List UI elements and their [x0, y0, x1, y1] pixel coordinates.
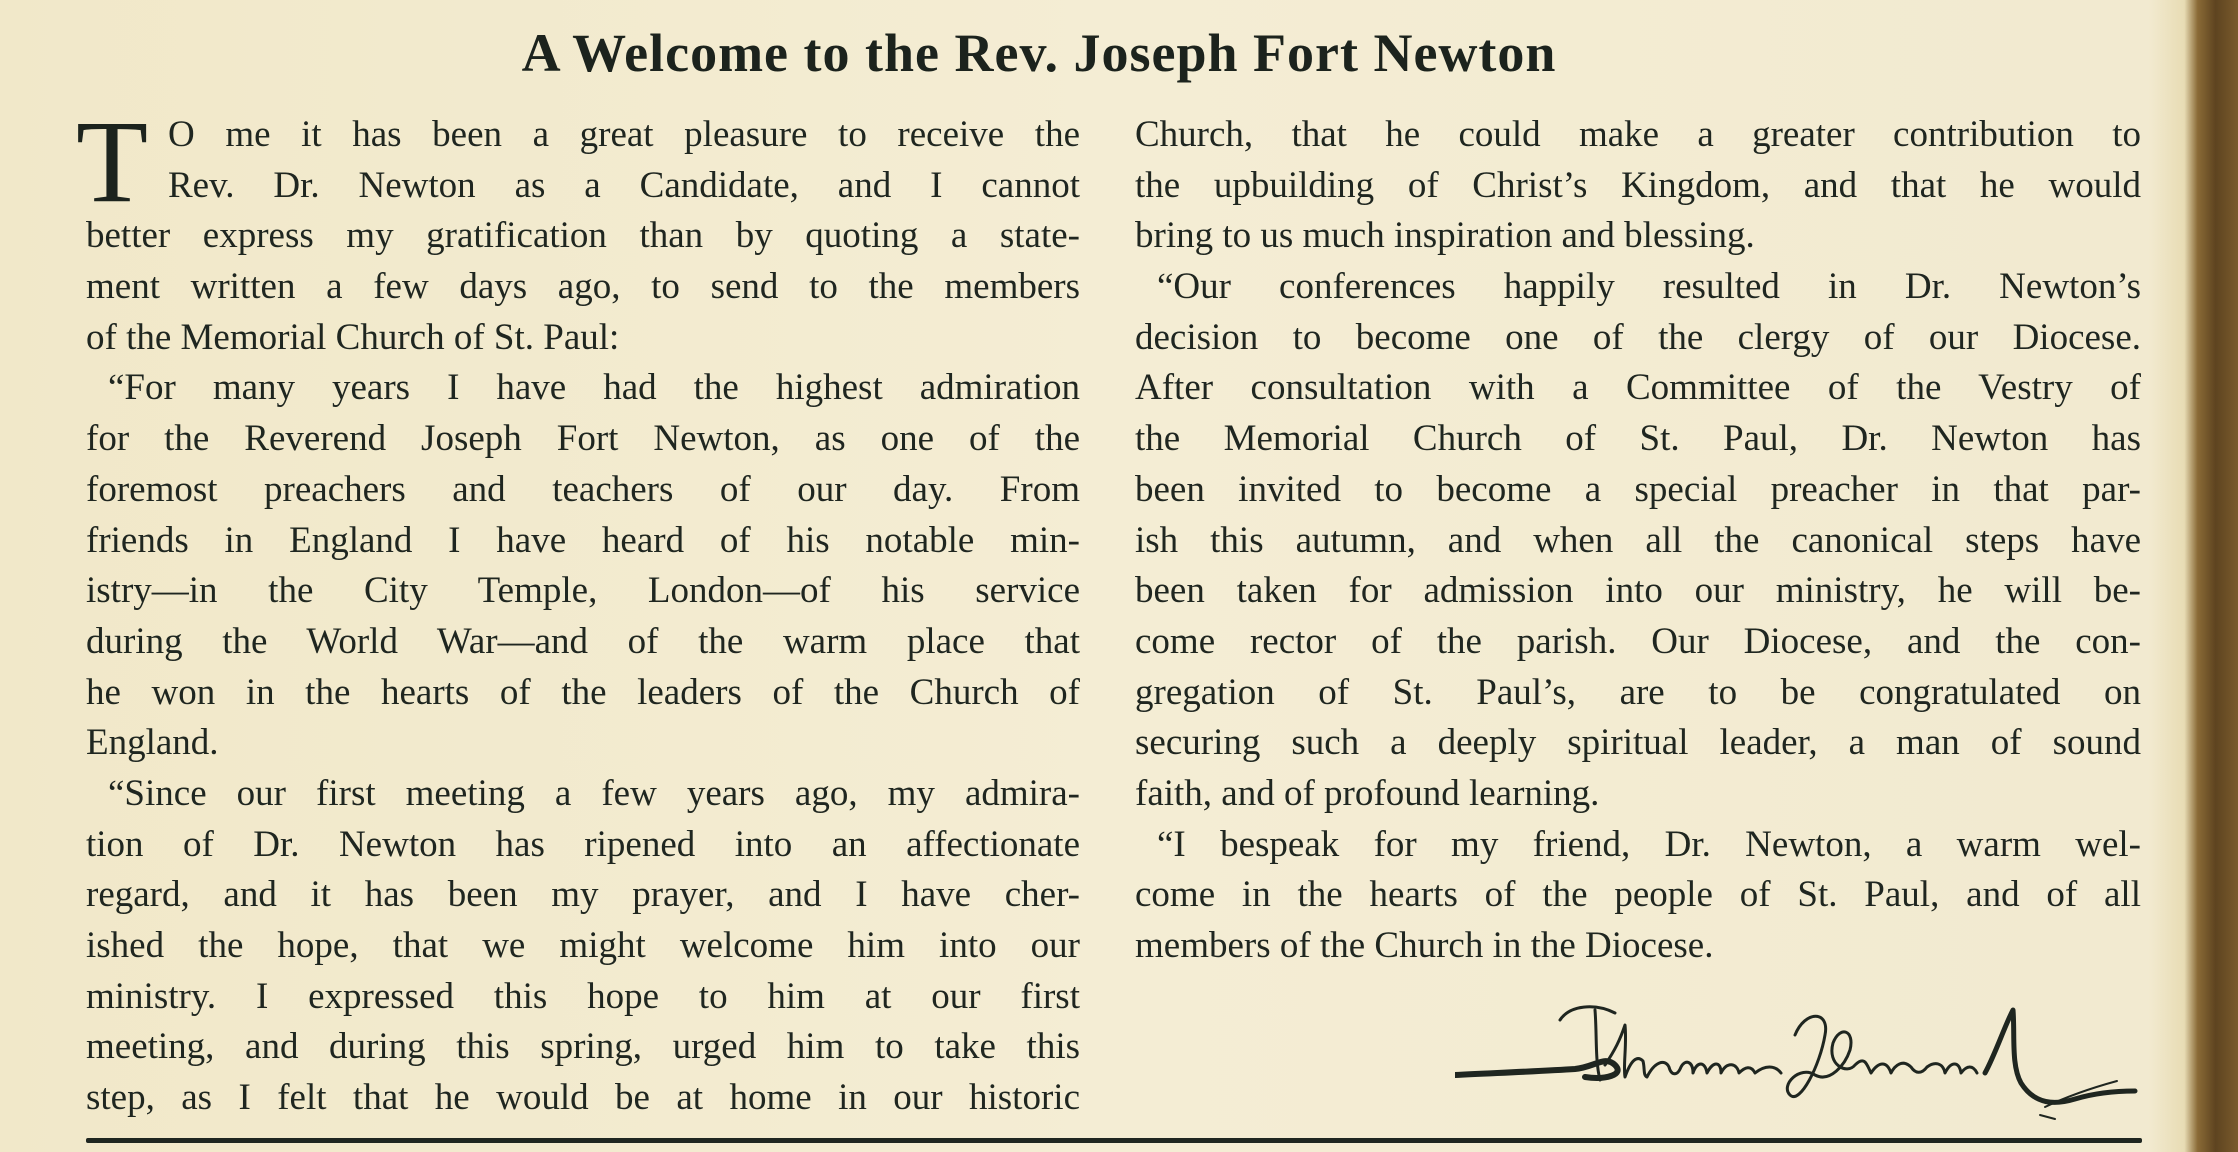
text-line: tion of Dr. Newton has ripened into an affectionate — [86, 823, 1080, 865]
text-line: bring to us much inspiration and blessing. — [1135, 215, 1755, 257]
text-line: “Our conferences happily resulted in Dr. Newton’s — [1157, 266, 2141, 308]
text-line: O me it has been a great pleasure to receive the — [168, 114, 1080, 155]
text-line: better express my gratification than by quoting a state- — [86, 215, 1080, 257]
text-line: of the Memorial Church of St. Paul: — [86, 316, 620, 358]
text-line: “For many years I have had the highest admiration — [108, 367, 1080, 409]
text-line: istry—in the City Temple, London—of his service — [86, 570, 1080, 612]
text-line: he won in the hearts of the leaders of the Church of — [86, 671, 1080, 713]
text-line: ish this autumn, and when all the canonical steps have — [1135, 519, 2141, 561]
text-line: Rev. Dr. Newton as a Candidate, and I cannot — [168, 164, 1080, 206]
text-line: members of the Church in the Diocese. — [1135, 925, 1714, 966]
text-line: England. — [86, 722, 219, 764]
text-line: ministry. I expressed this hope to him at our first — [86, 975, 1080, 1017]
text-line: After consultation with a Committee of the Vestry of — [1135, 367, 2141, 409]
text-line: faith, and of profound learning. — [1135, 772, 1600, 814]
text-line: meeting, and during this spring, urged him to take this — [86, 1026, 1080, 1068]
signature — [1455, 995, 2195, 1135]
text-line: come rector of the parish. Our Diocese, and the con- — [1135, 620, 2141, 662]
text-line: been taken for admission into our ministry, he will be- — [1135, 570, 2141, 612]
text-line: step, as I felt that he would be at home in our historic — [86, 1077, 1080, 1119]
text-line: Church, that he could make a greater contribution to — [1135, 114, 2141, 155]
text-line: ished the hope, that we might welcome him into our — [86, 925, 1080, 966]
article-title — [0, 22, 2238, 84]
text-line: for the Reverend Joseph Fort Newton, as one of the — [86, 418, 1080, 460]
text-line: the upbuilding of Christ’s Kingdom, and that he would — [1135, 164, 2141, 206]
article-title-text: A Welcome to the Rev. Joseph Fort Newton — [521, 23, 1557, 83]
text-line: regard, and it has been my prayer, and I have cher- — [86, 874, 1080, 916]
text-line: securing such a deeply spiritual leader, a man of sound — [1135, 722, 2141, 764]
text-line: foremost preachers and teachers of our day. From — [86, 468, 1080, 510]
text-line: gregation of St. Paul’s, are to be congratulated on — [1135, 671, 2141, 713]
text-line: decision to become one of the clergy of our Diocese. — [1135, 316, 2141, 358]
right-column — [1135, 110, 2141, 972]
bottom-rule — [86, 1138, 2142, 1143]
text-line: the Memorial Church of St. Paul, Dr. Newton has — [1135, 418, 2141, 460]
text-line: ment written a few days ago, to send to the members — [86, 266, 1080, 308]
text-line: “I bespeak for my friend, Dr. Newton, a warm wel- — [1157, 823, 2141, 865]
left-column — [86, 110, 1080, 1124]
drop-cap: T — [76, 96, 149, 227]
text-line: been invited to become a special preacher in that par- — [1135, 468, 2141, 510]
text-line: friends in England I have heard of his notable min- — [86, 519, 1080, 561]
text-line: “Since our first meeting a few years ago, my admira- — [108, 772, 1080, 814]
text-line: come in the hearts of the people of St. Paul, and of all — [1135, 874, 2141, 916]
text-line: during the World War—and of the warm place that — [86, 620, 1080, 662]
